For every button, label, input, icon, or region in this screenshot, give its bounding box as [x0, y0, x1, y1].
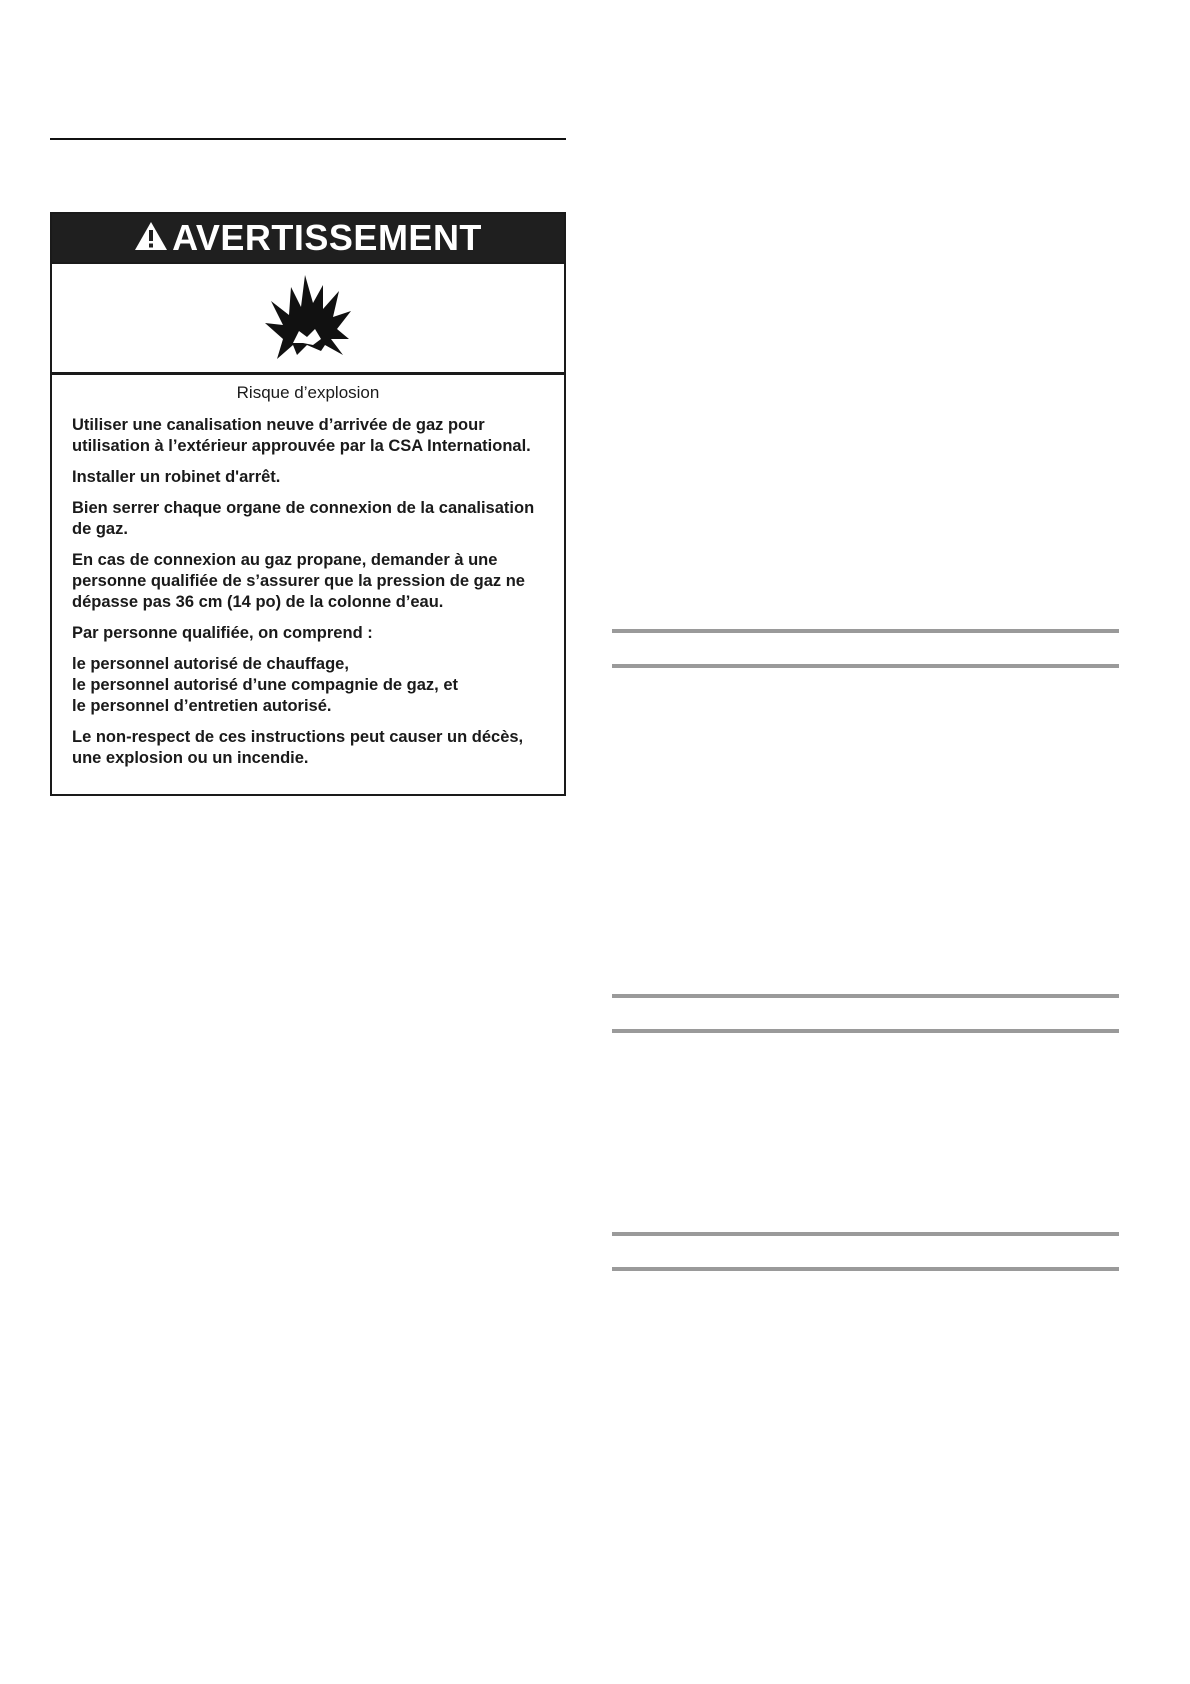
top-left-rule: [50, 138, 566, 140]
qualified-list: [72, 654, 544, 717]
section-rule-bottom: [612, 1029, 1119, 1033]
warning-paragraph: Utiliser une canalisation neuve d’arrivée de gaz pour utilisation à l’extérieur approuvée par la CSA International.: [72, 416, 531, 455]
warning-paragraph: En cas de connexion au gaz propane, demander à une personne qualifiée de s’assurer que la pression de gaz ne dépasse pas 36 cm (14 po) de la colonne d’eau.: [72, 551, 525, 611]
warning-body: [52, 375, 564, 769]
warning-subtitle: Risque d’explosion: [236, 383, 380, 402]
warning-header: [52, 214, 564, 264]
section-rule-bottom: [612, 1267, 1119, 1271]
warning-title: AVERTISSEMENT: [172, 217, 482, 258]
warning-paragraph: Par personne qualifiée, on comprend :: [72, 624, 373, 642]
warning-consequence: Le non-respect de ces instructions peut causer un décès, une explosion ou un incendie.: [72, 728, 524, 767]
qualified-list-item: le personnel autorisé d’une compagnie de gaz, et: [72, 676, 459, 694]
section-rule-bottom: [612, 664, 1119, 668]
hazard-symbol-area: [52, 264, 564, 375]
section-rule-top: [612, 1232, 1119, 1236]
warning-paragraph: Bien serrer chaque organe de connexion de la canalisation de gaz.: [72, 499, 535, 538]
warning-box: [50, 212, 566, 796]
qualified-list-item: le personnel autorisé de chauffage,: [72, 655, 349, 673]
section-rule-top: [612, 629, 1119, 633]
qualified-list-item: le personnel d’entretien autorisé.: [72, 697, 332, 715]
warning-paragraph: Installer un robinet d'arrêt.: [72, 468, 281, 486]
explosion-icon: [263, 273, 353, 364]
warning-triangle-icon: [134, 221, 168, 256]
section-rule-top: [612, 994, 1119, 998]
